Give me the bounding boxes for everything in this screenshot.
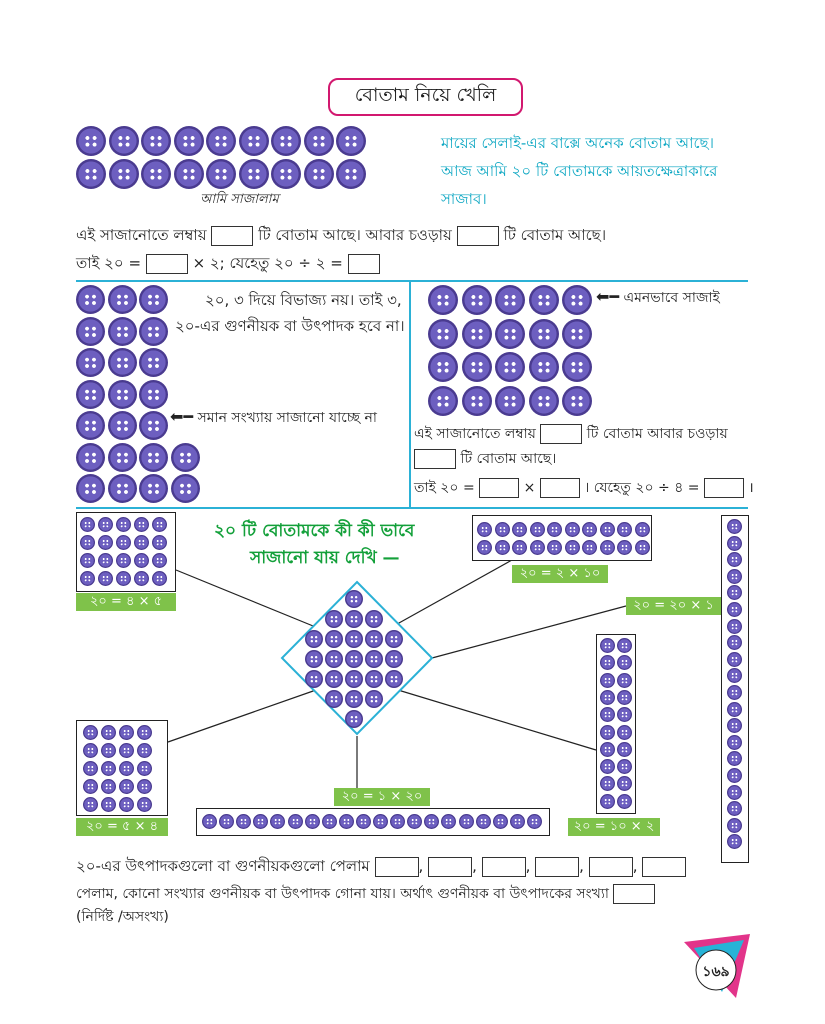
button-icon (617, 776, 632, 791)
button-icon (600, 540, 615, 555)
button-icon (288, 814, 303, 829)
button-icon (325, 610, 343, 628)
button-icon (727, 536, 742, 551)
button-icon (547, 540, 562, 555)
button-icon (80, 535, 95, 550)
button-icon (345, 590, 363, 608)
button-icon (101, 743, 116, 758)
arrow-left-icon: ⬅━ (170, 407, 194, 426)
arrow-left-icon: ⬅━ (596, 287, 620, 306)
button-icon (727, 602, 742, 617)
frame-1x20 (196, 808, 550, 836)
bottom-line-1: ২০-এর উৎপাদকগুলো বা গুণনীয়কগুলো পেলাম , , , , , (76, 856, 686, 877)
label-10x2: ২০ = ১০ × ২ (568, 818, 660, 836)
button-icon (345, 710, 363, 728)
rq2-text: টি বোতাম আছে। (460, 451, 557, 467)
rq1-text-1: এই সাজানোতে লম্বায় (414, 426, 536, 442)
left-note-2: ২০-এর গুণনীয়ক বা উৎপাদক হবে না। (175, 317, 405, 335)
button-icon (727, 785, 742, 800)
button-icon (134, 571, 149, 586)
center-heading-2: সাজানো যায় দেখি — (250, 548, 400, 568)
factor-box-1[interactable] (375, 857, 419, 877)
button-icon (101, 725, 116, 740)
frame-10x2 (596, 634, 636, 814)
button-icon (476, 814, 491, 829)
button-icon (727, 619, 742, 634)
bottom-line-2 (76, 884, 655, 904)
button-icon (373, 814, 388, 829)
button-icon (727, 735, 742, 750)
bottom-line-3: (নির্দিষ্ট /অসংখ্য) (76, 909, 169, 925)
button-icon (582, 522, 597, 537)
right-arrow-note: এমনভাবে সাজাই (623, 290, 720, 306)
button-icon (325, 670, 343, 688)
button-icon (305, 630, 323, 648)
frame-2x10 (472, 515, 652, 561)
button-icon (101, 797, 116, 812)
bottom-text-1: ২০-এর উৎপাদকগুলো বা গুণনীয়কগুলো পেলাম (76, 857, 370, 875)
button-icon (617, 540, 632, 555)
rq1-text-2: টি বোতাম আবার চওড়ায় (586, 426, 728, 442)
button-icon (219, 814, 234, 829)
button-icon (477, 522, 492, 537)
button-icon (365, 630, 383, 648)
button-icon (547, 522, 562, 537)
rq3-times: × (523, 480, 536, 496)
button-icon (727, 585, 742, 600)
factor-box-4[interactable] (535, 857, 579, 877)
button-icon (345, 610, 363, 628)
button-icon (80, 571, 95, 586)
button-icon (600, 707, 615, 722)
button-icon (600, 655, 615, 670)
button-icon (727, 801, 742, 816)
button-icon (119, 761, 134, 776)
button-icon (101, 761, 116, 776)
factor-box-6[interactable] (642, 857, 686, 877)
button-icon (727, 834, 742, 849)
button-icon (305, 650, 323, 668)
button-icon (101, 779, 116, 794)
rq3-text-2: । যেহেতু ২০ ÷ ৪ = (584, 480, 700, 496)
button-icon (152, 553, 167, 568)
button-icon (390, 814, 405, 829)
button-icon (134, 535, 149, 550)
factor-box-2[interactable] (428, 857, 472, 877)
factor-box-3[interactable] (482, 857, 526, 877)
label-5x4: ২০ = ৫ × ৪ (76, 818, 168, 836)
button-icon (512, 522, 527, 537)
button-icon (137, 761, 152, 776)
button-icon (365, 610, 383, 628)
button-icon (459, 814, 474, 829)
button-icon (727, 652, 742, 667)
button-icon (322, 814, 337, 829)
button-icon (727, 668, 742, 683)
button-icon (617, 522, 632, 537)
button-icon (727, 552, 742, 567)
button-icon (305, 670, 323, 688)
button-icon (600, 638, 615, 653)
button-icon (530, 522, 545, 537)
button-icon (727, 718, 742, 733)
button-icon (83, 797, 98, 812)
button-icon (582, 540, 597, 555)
button-icon (727, 702, 742, 717)
button-icon (600, 776, 615, 791)
button-icon (98, 571, 113, 586)
label-20x1: ২০ = ২০ × ১ (626, 597, 721, 615)
center-heading-1: ২০ টি বোতামকে কী কী ভাবে (214, 521, 415, 541)
button-icon (98, 535, 113, 550)
q1-text-2: টি বোতাম আছে। আবার চওড়ায় (258, 226, 452, 244)
button-icon (116, 571, 131, 586)
button-icon (617, 794, 632, 809)
frame-5x4 (76, 720, 168, 816)
button-icon (635, 540, 650, 555)
button-icon (495, 540, 510, 555)
button-icon (495, 522, 510, 537)
button-icon (424, 814, 439, 829)
label-4x5: ২০ = ৪ × ৫ (76, 593, 176, 611)
button-icon (325, 650, 343, 668)
button-icon (137, 779, 152, 794)
q1-text-3: টি বোতাম আছে। (503, 226, 607, 244)
button-icon (365, 650, 383, 668)
button-icon (617, 725, 632, 740)
button-icon (356, 814, 371, 829)
diamond-button-arrangement (300, 590, 414, 730)
button-icon (134, 553, 149, 568)
page-title: বোতাম নিয়ে খেলি (328, 78, 523, 116)
button-icon (98, 517, 113, 532)
factor-count-box[interactable] (613, 884, 655, 904)
button-icon (510, 814, 525, 829)
button-icon (635, 522, 650, 537)
button-icon (345, 630, 363, 648)
button-icon (83, 761, 98, 776)
button-icon (345, 670, 363, 688)
button-icon (236, 814, 251, 829)
label-1x20: ২০ = ১ × ২০ (334, 788, 430, 806)
button-icon (305, 814, 320, 829)
button-icon (365, 690, 383, 708)
button-icon (385, 650, 403, 668)
button-icon (339, 814, 354, 829)
button-icon (727, 685, 742, 700)
button-icon (152, 517, 167, 532)
frame-4x5 (76, 512, 176, 592)
left-arrow-note: সমান সংখ্যায় সাজানো যাচ্ছে না (197, 410, 377, 426)
button-icon (385, 670, 403, 688)
button-icon (527, 814, 542, 829)
q1-text-1: এই সাজানোতে লম্বায় (76, 226, 207, 244)
button-icon (83, 779, 98, 794)
rq3-end: । (748, 480, 754, 496)
button-icon (385, 630, 403, 648)
button-icon (565, 540, 580, 555)
button-icon (116, 517, 131, 532)
button-icon (493, 814, 508, 829)
button-icon (512, 540, 527, 555)
button-icon (137, 725, 152, 740)
button-icon (727, 818, 742, 833)
button-icon (600, 742, 615, 757)
left-note-1: ২০, ৩ দিয়ে বিভাজ্য নয়। তাই ৩, (205, 291, 402, 309)
button-icon (617, 673, 632, 688)
button-icon (137, 743, 152, 758)
button-icon (727, 635, 742, 650)
button-icon (600, 690, 615, 705)
button-icon (137, 797, 152, 812)
button-icon (253, 814, 268, 829)
button-icon (270, 814, 285, 829)
button-icon (600, 794, 615, 809)
button-icon (116, 553, 131, 568)
button-icon (83, 743, 98, 758)
label-2x10: ২০ = ২ × ১০ (512, 565, 608, 583)
button-icon (116, 535, 131, 550)
intro-line-2: আজ আমি ২০ টি বোতামকে আয়তক্ষেত্রাকারে (441, 162, 718, 180)
rq3-text-1: তাই ২০ = (414, 480, 475, 496)
button-icon (119, 743, 134, 758)
button-icon (600, 759, 615, 774)
button-icon (407, 814, 422, 829)
button-icon (727, 768, 742, 783)
button-icon (727, 569, 742, 584)
caption-arranged: আমি সাজালাম (200, 192, 279, 207)
button-icon (202, 814, 217, 829)
button-icon (152, 571, 167, 586)
button-icon (565, 522, 580, 537)
button-icon (617, 655, 632, 670)
button-icon (617, 638, 632, 653)
button-icon (441, 814, 456, 829)
intro-line-1: মায়ের সেলাই-এর বাক্সে অনেক বোতাম আছে। (441, 134, 714, 152)
button-icon (600, 725, 615, 740)
intro-line-3: সাজাব। (441, 190, 487, 208)
q2-text-1: তাই ২০ = (76, 254, 142, 272)
button-icon (80, 553, 95, 568)
button-icon (617, 742, 632, 757)
button-icon (80, 517, 95, 532)
button-icon (617, 690, 632, 705)
button-icon (345, 650, 363, 668)
button-icon (325, 630, 343, 648)
button-icon (119, 725, 134, 740)
button-icon (134, 517, 149, 532)
button-icon (365, 670, 383, 688)
button-icon (325, 690, 343, 708)
bottom-text-2: পেলাম, কোনো সংখ্যার গুণনীয়ক বা উৎপাদক গোনা যায়। অর্থাৎ গুণনীয়ক বা উৎপাদকের সংখ্যা (76, 886, 609, 902)
button-icon (600, 522, 615, 537)
button-icon (83, 725, 98, 740)
page-number: ১৬৯ (702, 964, 730, 980)
q2-text-2: × ২; যেহেতু ২০ ÷ ২ = (192, 254, 343, 272)
button-icon (119, 797, 134, 812)
button-icon (617, 707, 632, 722)
button-icon (345, 690, 363, 708)
button-icon (98, 553, 113, 568)
button-icon (600, 673, 615, 688)
button-icon (727, 519, 742, 534)
button-icon (477, 540, 492, 555)
factor-box-5[interactable] (589, 857, 633, 877)
button-icon (119, 779, 134, 794)
button-icon (152, 535, 167, 550)
button-icon (530, 540, 545, 555)
button-icon (727, 751, 742, 766)
frame-20x1 (721, 515, 749, 863)
button-icon (617, 759, 632, 774)
